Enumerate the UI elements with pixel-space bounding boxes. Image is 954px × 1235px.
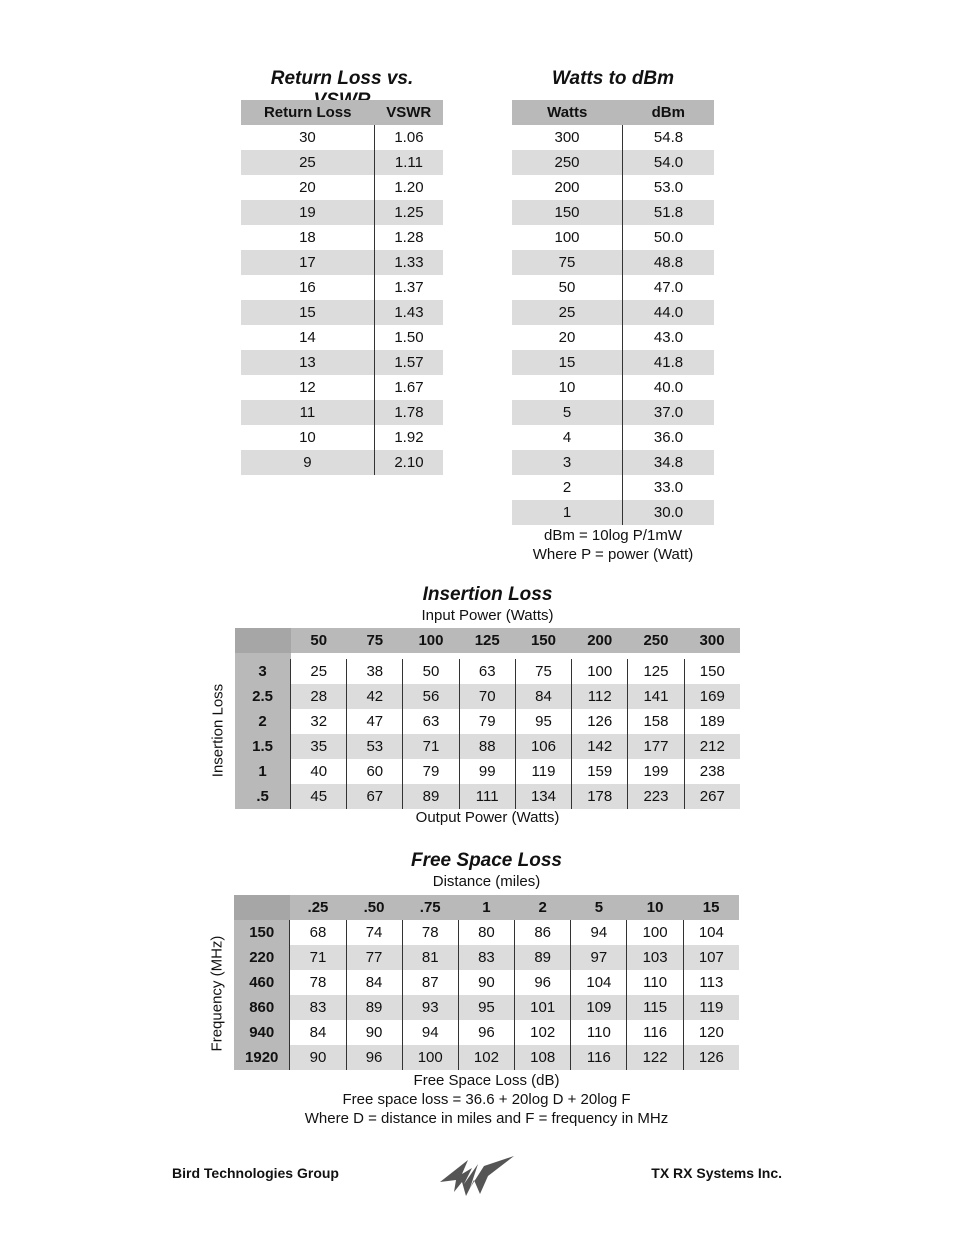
insertion-loss-title: Insertion Loss xyxy=(422,584,553,605)
return-loss-row xyxy=(241,425,443,450)
table-cell: 90 xyxy=(290,1045,346,1070)
table-cell: 30.0 xyxy=(623,500,714,525)
table-cell: 41.8 xyxy=(623,350,714,375)
table-cell: 125 xyxy=(628,659,684,684)
column-header: 1 xyxy=(458,895,514,920)
table-cell: 53 xyxy=(347,734,403,759)
table-cell: 96 xyxy=(346,1045,402,1070)
table-cell: 1.78 xyxy=(374,400,443,425)
return-loss-row xyxy=(241,175,443,200)
table-cell: 14 xyxy=(241,325,374,350)
watts-dbm-table xyxy=(512,100,714,525)
table-cell: 104 xyxy=(683,920,739,945)
bird-logo-icon xyxy=(438,1154,516,1198)
column-header: 200 xyxy=(572,628,628,653)
table-cell: 159 xyxy=(572,759,628,784)
table-cell: 120 xyxy=(683,1020,739,1045)
table-cell: 267 xyxy=(684,784,740,809)
table-cell: 20 xyxy=(512,325,623,350)
table-cell: 101 xyxy=(515,995,571,1020)
table-cell: 78 xyxy=(290,970,346,995)
table-cell: 95 xyxy=(458,995,514,1020)
column-header: 100 xyxy=(403,628,459,653)
table-cell: 25 xyxy=(512,300,623,325)
column-header: .25 xyxy=(290,895,346,920)
table-cell: 44.0 xyxy=(623,300,714,325)
column-header: 150 xyxy=(515,628,571,653)
watts-dbm-row xyxy=(512,250,714,275)
table-cell: 1.11 xyxy=(374,150,443,175)
return-loss-row xyxy=(241,350,443,375)
table-row xyxy=(235,734,740,759)
table-cell: 102 xyxy=(515,1020,571,1045)
watts-dbm-row xyxy=(512,350,714,375)
table-cell: 12 xyxy=(241,375,374,400)
table-cell: 100 xyxy=(402,1045,458,1070)
table-cell: 223 xyxy=(628,784,684,809)
table-cell: 86 xyxy=(515,920,571,945)
table-cell: 1.57 xyxy=(374,350,443,375)
watts-dbm-row xyxy=(512,325,714,350)
table-cell: 177 xyxy=(628,734,684,759)
table-cell: 103 xyxy=(627,945,683,970)
table-cell: 47 xyxy=(347,709,403,734)
table-cell: 94 xyxy=(402,1020,458,1045)
table-cell: 75 xyxy=(515,659,571,684)
return-loss-row xyxy=(241,150,443,175)
column-header: 10 xyxy=(627,895,683,920)
table-row xyxy=(234,920,739,945)
table-cell: 99 xyxy=(459,759,515,784)
watts-dbm-row xyxy=(512,225,714,250)
table-cell: 1 xyxy=(512,500,623,525)
table-cell: 90 xyxy=(346,1020,402,1045)
table-cell: 1.28 xyxy=(394,229,424,246)
table-cell: 110 xyxy=(571,1020,627,1045)
return-loss-row xyxy=(241,200,443,225)
table-cell: 70 xyxy=(459,684,515,709)
table-row xyxy=(235,784,740,809)
row-header: 2 xyxy=(235,709,291,734)
table-cell: 50.0 xyxy=(653,229,684,246)
table-cell: 106 xyxy=(515,734,571,759)
table-row xyxy=(234,970,739,995)
table-cell: 116 xyxy=(627,1020,683,1045)
table-cell: 1.50 xyxy=(394,329,424,346)
return-loss-row xyxy=(241,125,443,150)
table-cell: 83 xyxy=(290,995,346,1020)
row-header: 940 xyxy=(234,1020,290,1045)
row-header: 1 xyxy=(235,759,291,784)
table-cell: 84 xyxy=(346,970,402,995)
table-cell: 189 xyxy=(684,709,740,734)
table-cell: 111 xyxy=(459,784,515,809)
table-cell: 108 xyxy=(515,1045,571,1070)
free-space-loss-bottom-label: Free Space Loss (dB) xyxy=(413,1072,560,1089)
table-cell: 1.20 xyxy=(394,179,424,196)
free-space-loss-side-label: Frequency (MHz) xyxy=(208,935,226,1052)
table-cell: 112 xyxy=(572,684,628,709)
return-loss-row xyxy=(241,375,443,400)
return-loss-row xyxy=(241,450,443,475)
table-cell: 36.0 xyxy=(653,429,684,446)
row-header: 460 xyxy=(234,970,290,995)
table-cell: 100 xyxy=(627,920,683,945)
table-corner xyxy=(235,628,291,653)
table-cell: 119 xyxy=(515,759,571,784)
column-header: 300 xyxy=(684,628,740,653)
table-cell: 67 xyxy=(347,784,403,809)
table-cell: 28 xyxy=(291,684,347,709)
table-cell: 94 xyxy=(571,920,627,945)
table-row xyxy=(234,945,739,970)
table-cell: 40 xyxy=(291,759,347,784)
free-space-loss-title: Free Space Loss xyxy=(410,850,563,871)
table-cell: 2.10 xyxy=(374,450,443,475)
table-cell: 75 xyxy=(512,250,623,275)
return-loss-table xyxy=(241,100,443,475)
table-cell: 100 xyxy=(512,225,623,250)
table-cell: 51.8 xyxy=(623,200,714,225)
watts-dbm-row xyxy=(512,475,714,500)
return-loss-title: Return Loss vs. xyxy=(270,68,414,89)
table-cell: 116 xyxy=(571,1045,627,1070)
table-cell: 10 xyxy=(241,425,374,450)
table-cell: 74 xyxy=(346,920,402,945)
table-cell: 38 xyxy=(347,659,403,684)
insertion-loss-table xyxy=(235,628,740,809)
row-header: 1.5 xyxy=(235,734,291,759)
table-cell: 17 xyxy=(241,250,374,275)
table-cell: 40.0 xyxy=(653,379,684,396)
table-cell: 16 xyxy=(241,275,374,300)
table-cell: 25 xyxy=(241,150,374,175)
vswr-header: VSWR xyxy=(374,100,443,125)
column-header: 50 xyxy=(291,628,347,653)
watts-dbm-row xyxy=(512,150,714,175)
free-space-formula: Free space loss = 36.6 + 20log D + 20log F xyxy=(342,1091,631,1108)
table-cell: 212 xyxy=(684,734,740,759)
dbm-header: dBm xyxy=(623,100,714,125)
table-cell: 20 xyxy=(241,175,374,200)
row-header: 2.5 xyxy=(235,684,291,709)
dbm-formula: dBm = 10log P/1mW xyxy=(544,527,682,544)
column-header: 75 xyxy=(347,628,403,653)
table-cell: 200 xyxy=(512,175,623,200)
free-space-formula-note: Where D = distance in miles and F = frequency in MHz xyxy=(304,1110,669,1127)
table-cell: 1.06 xyxy=(394,129,424,146)
table-cell: 50 xyxy=(403,659,459,684)
table-cell: 178 xyxy=(572,784,628,809)
column-header: .50 xyxy=(346,895,402,920)
table-cell: 10 xyxy=(512,375,623,400)
column-header: 125 xyxy=(459,628,515,653)
table-cell: 95 xyxy=(515,709,571,734)
table-cell: 33.0 xyxy=(653,479,684,496)
dbm-formula-note: Where P = power (Watt) xyxy=(532,546,694,563)
table-corner xyxy=(234,895,290,920)
table-cell: 68 xyxy=(290,920,346,945)
table-cell: 90 xyxy=(458,970,514,995)
table-cell: 47.0 xyxy=(653,279,684,296)
table-cell: 113 xyxy=(683,970,739,995)
table-cell: 79 xyxy=(459,709,515,734)
table-cell: 158 xyxy=(628,709,684,734)
table-cell: 53.0 xyxy=(653,179,684,196)
table-cell: 1.92 xyxy=(394,429,424,446)
table-cell: 126 xyxy=(572,709,628,734)
table-cell: 84 xyxy=(515,684,571,709)
table-cell: 89 xyxy=(403,784,459,809)
table-cell: 71 xyxy=(290,945,346,970)
table-row xyxy=(235,659,740,684)
return-loss-header: Return Loss xyxy=(241,100,374,125)
table-cell: 1.67 xyxy=(394,379,424,396)
column-header: .75 xyxy=(402,895,458,920)
table-cell: 3 xyxy=(512,450,623,475)
table-cell: 96 xyxy=(458,1020,514,1045)
table-cell: 15 xyxy=(241,300,374,325)
table-cell: 199 xyxy=(628,759,684,784)
table-cell: 35 xyxy=(291,734,347,759)
row-header: 860 xyxy=(234,995,290,1020)
table-cell: 96 xyxy=(515,970,571,995)
table-cell: 4 xyxy=(512,425,623,450)
table-cell: 110 xyxy=(627,970,683,995)
table-cell: 83 xyxy=(458,945,514,970)
table-cell: 250 xyxy=(512,150,623,175)
table-row xyxy=(234,1045,739,1070)
table-cell: 34.8 xyxy=(623,450,714,475)
watts-dbm-row xyxy=(512,200,714,225)
table-cell: 134 xyxy=(515,784,571,809)
watts-dbm-row xyxy=(512,450,714,475)
table-cell: 11 xyxy=(241,400,374,425)
footer-right-company: TX RX Systems Inc. xyxy=(651,1165,782,1181)
table-cell: 1.37 xyxy=(394,279,424,296)
table-cell: 56 xyxy=(403,684,459,709)
table-cell: 54.8 xyxy=(653,129,684,146)
table-cell: 78 xyxy=(402,920,458,945)
table-row xyxy=(234,1020,739,1045)
table-cell: 93 xyxy=(402,995,458,1020)
table-cell: 77 xyxy=(346,945,402,970)
table-cell: 1.33 xyxy=(374,250,443,275)
table-cell: 104 xyxy=(571,970,627,995)
insertion-loss-bottom-label: Output Power (Watts) xyxy=(415,809,560,826)
return-loss-row xyxy=(241,250,443,275)
table-cell: 63 xyxy=(403,709,459,734)
table-row xyxy=(235,759,740,784)
return-loss-row xyxy=(241,300,443,325)
table-cell: 89 xyxy=(346,995,402,1020)
table-cell: 43.0 xyxy=(653,329,684,346)
watts-dbm-row xyxy=(512,400,714,425)
table-cell: 80 xyxy=(458,920,514,945)
table-cell: 1.25 xyxy=(374,200,443,225)
table-cell: 89 xyxy=(515,945,571,970)
table-cell: 15 xyxy=(512,350,623,375)
table-cell: 109 xyxy=(571,995,627,1020)
row-header: 3 xyxy=(235,659,291,684)
table-cell: 45 xyxy=(291,784,347,809)
table-cell: 79 xyxy=(403,759,459,784)
table-cell: 87 xyxy=(402,970,458,995)
insertion-loss-side-label: Insertion Loss xyxy=(209,683,227,778)
table-cell: 119 xyxy=(683,995,739,1020)
watts-dbm-row xyxy=(512,175,714,200)
row-header: 220 xyxy=(234,945,290,970)
table-cell: 37.0 xyxy=(623,400,714,425)
table-row xyxy=(234,995,739,1020)
free-space-loss-table xyxy=(234,895,739,1070)
table-cell: 5 xyxy=(512,400,623,425)
watts-dbm-title: Watts to dBm xyxy=(551,68,675,89)
return-loss-row xyxy=(241,400,443,425)
return-loss-row xyxy=(241,225,443,250)
table-cell: 126 xyxy=(683,1045,739,1070)
table-cell: 13 xyxy=(241,350,374,375)
table-cell: 107 xyxy=(683,945,739,970)
watts-dbm-row xyxy=(512,425,714,450)
column-header: 15 xyxy=(683,895,739,920)
row-header: 1920 xyxy=(234,1045,290,1070)
table-cell: 115 xyxy=(627,995,683,1020)
table-cell: 48.8 xyxy=(623,250,714,275)
table-cell: 18 xyxy=(241,225,374,250)
watts-dbm-row xyxy=(512,500,714,525)
table-cell: 142 xyxy=(572,734,628,759)
free-space-loss-top-label: Distance (miles) xyxy=(432,873,541,890)
table-cell: 100 xyxy=(572,659,628,684)
table-cell: 150 xyxy=(684,659,740,684)
table-cell: 60 xyxy=(347,759,403,784)
watts-dbm-row xyxy=(512,125,714,150)
insertion-loss-top-label: Input Power (Watts) xyxy=(421,607,554,624)
row-header: 150 xyxy=(234,920,290,945)
table-cell: 88 xyxy=(459,734,515,759)
row-header: .5 xyxy=(235,784,291,809)
return-loss-row xyxy=(241,275,443,300)
table-cell: 97 xyxy=(571,945,627,970)
column-header: 2 xyxy=(515,895,571,920)
table-cell: 25 xyxy=(291,659,347,684)
column-header: 5 xyxy=(571,895,627,920)
table-cell: 9 xyxy=(241,450,374,475)
table-cell: 50 xyxy=(512,275,623,300)
table-cell: 150 xyxy=(512,200,623,225)
watts-dbm-row xyxy=(512,275,714,300)
column-header: 250 xyxy=(628,628,684,653)
table-cell: 30 xyxy=(241,125,374,150)
table-cell: 81 xyxy=(402,945,458,970)
table-cell: 19 xyxy=(241,200,374,225)
table-cell: 122 xyxy=(627,1045,683,1070)
table-cell: 32 xyxy=(291,709,347,734)
table-cell: 54.0 xyxy=(623,150,714,175)
table-cell: 1.43 xyxy=(374,300,443,325)
table-cell: 102 xyxy=(458,1045,514,1070)
watts-dbm-row xyxy=(512,375,714,400)
table-cell: 71 xyxy=(403,734,459,759)
watts-dbm-row xyxy=(512,300,714,325)
table-cell: 141 xyxy=(628,684,684,709)
table-cell: 238 xyxy=(684,759,740,784)
table-cell: 63 xyxy=(459,659,515,684)
footer-left-company: Bird Technologies Group xyxy=(172,1165,339,1181)
table-cell: 169 xyxy=(684,684,740,709)
table-cell: 300 xyxy=(512,125,623,150)
watts-header: Watts xyxy=(512,100,623,125)
return-loss-row xyxy=(241,325,443,350)
table-cell: 2 xyxy=(512,475,623,500)
table-cell: 42 xyxy=(347,684,403,709)
table-row xyxy=(235,709,740,734)
table-cell: 84 xyxy=(290,1020,346,1045)
table-row xyxy=(235,684,740,709)
